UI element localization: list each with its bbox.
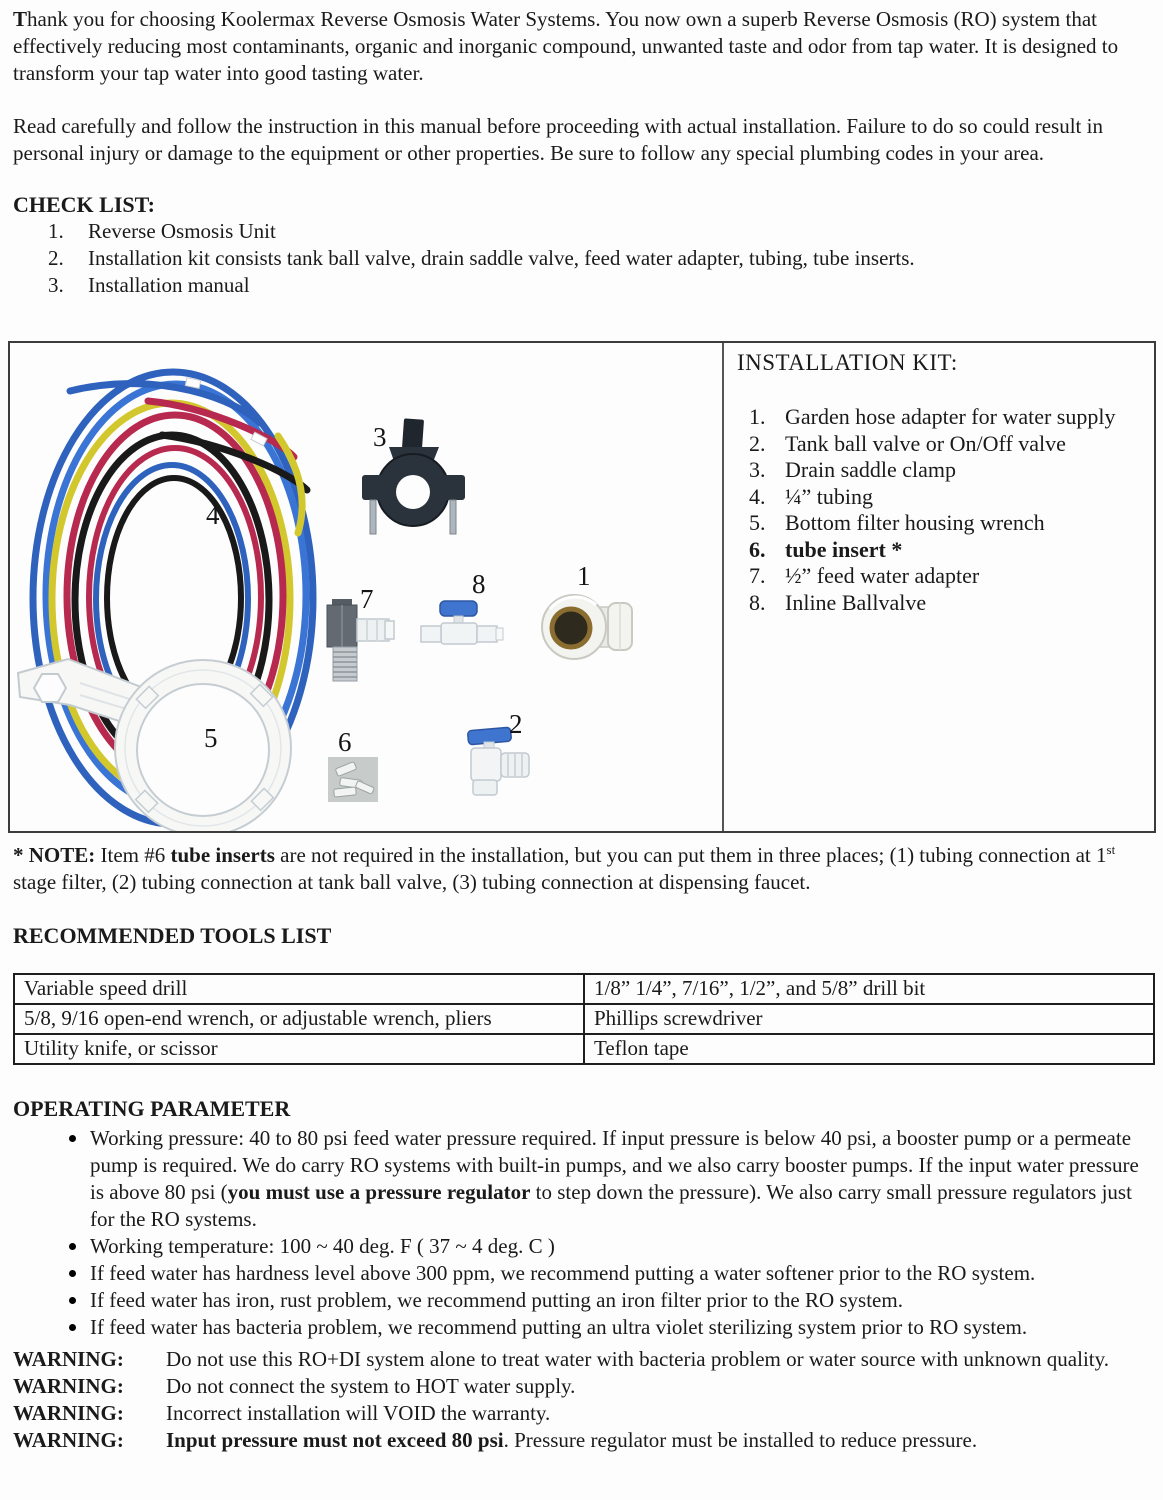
table-cell: Variable speed drill [14, 974, 584, 1004]
installation-kit-heading: INSTALLATION KIT: [737, 350, 958, 375]
note-superscript: st [1106, 842, 1116, 857]
filter-wrench-figure [18, 659, 291, 831]
warning-word: WARNING [13, 1347, 117, 1371]
note-text-segment: Item #6 [95, 843, 171, 867]
kit-item-text: Garden hose adapter for water supply [785, 404, 1116, 429]
kit-item-text: ½” feed water adapter [785, 563, 980, 588]
note-paragraph [13, 842, 1153, 896]
check-list-item [13, 245, 1153, 272]
installation-kit-panel [722, 343, 1154, 831]
kit-item-number: 7. [749, 563, 766, 588]
kit-item-number: 2. [749, 430, 766, 456]
inline-ballvalve-figure [421, 601, 503, 644]
kit-item [737, 484, 1150, 511]
warning-label [13, 1346, 166, 1373]
recommended-tools-table [13, 973, 1155, 1065]
check-list [13, 218, 1153, 299]
figure-label-1: 1 [577, 561, 591, 591]
kit-item [737, 590, 1150, 617]
kit-item-number: 5. [749, 510, 766, 535]
kit-item-number: 1. [749, 404, 766, 429]
warning-colon: : [116, 1374, 124, 1398]
operating-parameter-heading: OPERATING PARAMETER [13, 1096, 291, 1121]
warning-label [13, 1373, 166, 1400]
kit-item-number: 3. [749, 457, 766, 482]
warning-row [13, 1346, 1153, 1373]
check-list-item [13, 272, 1153, 299]
bullet-text-segment: Working pressure: 40 to 80 psi feed water pressure required. If input pressure is below 40 psi, a booster pump or a permeate pump is required. We do carry RO systems with built-in pumps, and we also carry booster pumps. If the input water pressure is above 80 psi ( [90, 1126, 1139, 1204]
garden-hose-adapter-figure [542, 595, 632, 659]
warning-text [166, 1400, 1153, 1427]
kit-item-text: Bottom filter housing wrench [785, 510, 1045, 535]
intro-paragraph-1-text: hank you for choosing Koolermax Reverse Osmosis Water Systems. You now own a superb Reverse Osmosis (RO) system that effectively reducing most contaminants, organic and inorganic compound, unwanted taste and odor from tap water. It is designed to transform your tap water into good tasting water. [13, 7, 1119, 85]
table-cell: 5/8, 9/16 open-end wrench, or adjustable wrench, pliers [14, 1004, 584, 1034]
bullet-bold-segment: you must use a pressure regulator [227, 1180, 531, 1204]
list-item: If feed water has hardness level above 300 ppm, we recommend putting a water softener prior to the RO system. [13, 1260, 1153, 1287]
intro-paragraph-1 [13, 6, 1153, 87]
table-row [14, 974, 1154, 1004]
warning-row [13, 1400, 1153, 1427]
kit-item-text: ¼” tubing [785, 483, 873, 509]
note-label: * NOTE: [13, 843, 96, 867]
table-cell: Phillips screwdriver [584, 1004, 1154, 1034]
warning-text-segment: Incorrect installation will VOID the warranty. [166, 1401, 551, 1425]
warning-row [13, 1427, 1153, 1454]
warning-text-segment: Do not connect the system to HOT water supply. [166, 1374, 576, 1398]
warning-text [166, 1346, 1153, 1373]
warning-text-segment: Do not use this RO+DI system alone to treat water with bacteria problem or water source with unknown quality. [166, 1347, 1110, 1371]
warning-colon: : [116, 1401, 124, 1425]
list-item: Working temperature: 100 ~ 40 deg. F ( 37 ~ 4 deg. C ) [13, 1233, 1153, 1260]
figure-label-7: 7 [360, 584, 374, 614]
warning-text-segment: . Pressure regulator must be installed to reduce pressure. [503, 1428, 978, 1452]
table-row [14, 1004, 1154, 1034]
list-item: If feed water has iron, rust problem, we recommend putting an iron filter prior to the RO system. [13, 1287, 1153, 1314]
check-list-item-number: 2. [48, 246, 64, 270]
list-item [13, 1125, 1153, 1233]
bullet-text-segment: to step down the pressure). We also carry small pressure regulators just for the RO systems. [90, 1180, 1132, 1231]
installation-kit-photo [10, 343, 722, 831]
check-list-item-number: 1. [48, 219, 64, 243]
kit-item-number: 8. [749, 589, 766, 615]
warning-label [13, 1400, 166, 1427]
figure-label-3: 3 [373, 422, 387, 452]
warning-row [13, 1373, 1153, 1400]
table-cell: 1/8” 1/4”, 7/16”, 1/2”, and 5/8” drill bit [584, 974, 1154, 1004]
warning-word: WARNING [13, 1374, 117, 1398]
table-cell: Teflon tape [584, 1034, 1154, 1064]
kit-item-number: 4. [749, 483, 766, 509]
warning-text [166, 1427, 1153, 1454]
operating-parameter-list [13, 1125, 1153, 1341]
installation-kit-illustration [10, 343, 722, 831]
warning-label [13, 1427, 166, 1454]
check-list-item-text: Installation kit consists tank ball valve, drain saddle valve, feed water adapter, tubing, tube inserts. [88, 246, 915, 270]
kit-item-number: 6. [749, 536, 766, 562]
figure-label-5: 5 [204, 723, 218, 753]
kit-item [737, 431, 1150, 458]
note-text-segment: stage filter, (2) tubing connection at tank ball valve, (3) tubing connection at dispensing faucet. [13, 870, 811, 894]
kit-item-text: Inline Ballvalve [785, 589, 927, 615]
note-text-segment: are not required in the installation, but you can put them in three places; (1) tubing connection at 1 [274, 843, 1107, 867]
kit-item-text: Drain saddle clamp [785, 457, 957, 482]
list-item: If feed water has bacteria problem, we recommend putting an ultra violet sterilizing system prior to RO system. [13, 1314, 1153, 1341]
tools-list-heading: RECOMMENDED TOOLS LIST [13, 923, 332, 948]
kit-item [737, 563, 1150, 590]
warning-colon: : [116, 1428, 124, 1452]
kit-item [737, 510, 1150, 537]
figure-label-8: 8 [472, 569, 486, 599]
warning-text [166, 1373, 1153, 1400]
figure-label-2: 2 [509, 709, 523, 739]
table-row [14, 1034, 1154, 1064]
note-bold-term: tube inserts [170, 843, 275, 867]
kit-item-text: tube insert * [785, 536, 903, 562]
intro-paragraph-2: Read carefully and follow the instruction in this manual before proceeding with actual installation. Failure to do so could result in personal injury or damage to the equipment or other properties. Be sure to follow any special plumbing codes in your area. [13, 114, 1103, 165]
warning-word: WARNING [13, 1428, 117, 1452]
check-list-item-text: Installation manual [88, 273, 250, 297]
warning-word: WARNING [13, 1401, 117, 1425]
kit-item-text: Tank ball valve or On/Off valve [785, 430, 1066, 456]
figure-label-6: 6 [338, 727, 352, 757]
intro-lead-capital: T [13, 7, 28, 31]
tube-inserts-figure [328, 757, 378, 802]
kit-item [737, 404, 1150, 431]
check-list-heading: CHECK LIST: [13, 192, 156, 217]
warning-colon: : [116, 1347, 124, 1371]
installation-kit-figure-box [8, 341, 1156, 833]
figure-label-4: 4 [206, 500, 220, 530]
check-list-item-text: Reverse Osmosis Unit [88, 219, 276, 243]
table-cell: Utility knife, or scissor [14, 1034, 584, 1064]
warning-bold-text: Input pressure must not exceed 80 psi [166, 1428, 504, 1452]
check-list-item-number: 3. [48, 273, 64, 297]
check-list-item [13, 218, 1153, 245]
kit-item [737, 537, 1150, 564]
kit-item [737, 457, 1150, 484]
warnings-section [13, 1346, 1153, 1454]
installation-kit-list [737, 404, 1150, 616]
